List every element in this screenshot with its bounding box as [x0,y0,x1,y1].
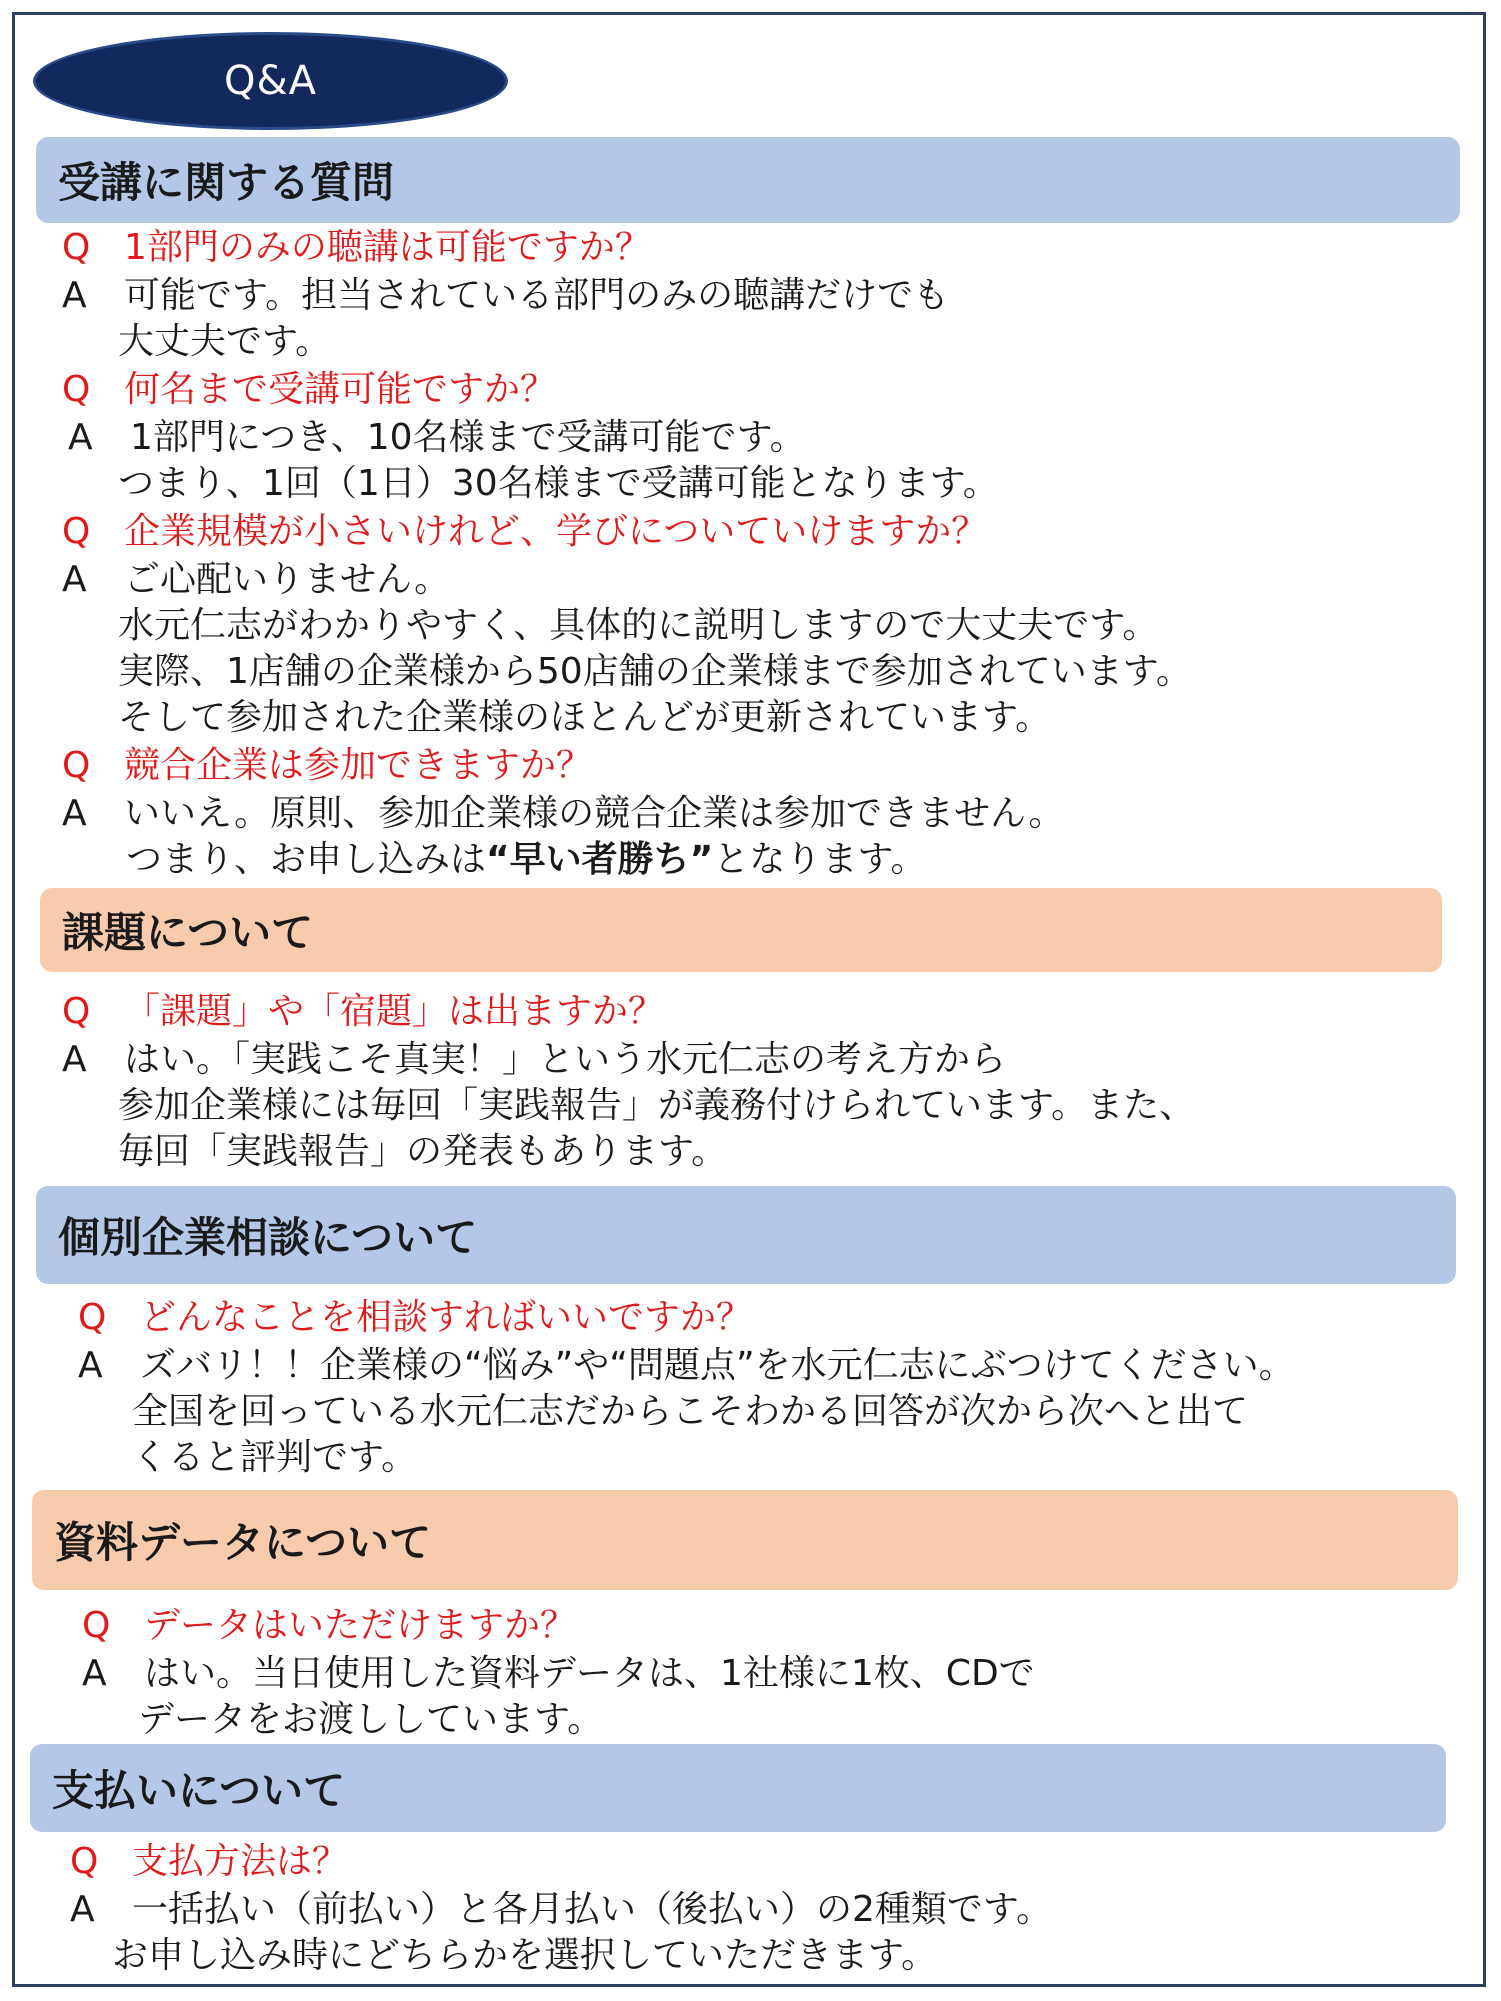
a-mark: A [68,417,93,458]
a-mark: A [82,1653,107,1694]
question [78,1296,752,1340]
question-text: 企業規模が小さいけれど、学びについていけますか？ [124,511,988,552]
question-text: 何名まで受講可能ですか？ [124,369,557,410]
question [82,1604,576,1648]
answer [62,792,1064,836]
answer-text: いいえ。原則、参加企業様の競合企業は参加できません。 [124,793,1065,834]
a-mark: A [78,1345,103,1386]
section-heading-consultation: 個別企業相談について [36,1186,1456,1284]
emphasis-text: “早い者勝ち” [486,839,714,880]
question [62,368,556,412]
question-text: 「課題」や「宿題」は出ますか？ [124,991,665,1032]
q-mark: Q [62,511,91,552]
q-mark: Q [62,745,91,786]
q-mark: Q [62,991,91,1032]
answer-text: となります。 [713,839,927,880]
question [62,990,664,1034]
question [62,510,987,554]
answer-text: 可能です。担当されている部門のみの聴講だけでも [124,275,950,316]
question [70,1840,348,1884]
answer-text: はい。当日使用した資料データは、1社様に1枚、CDで [144,1653,1035,1694]
answer-continuation: お申し込み時にどちらかを選択していただきます。 [112,1935,938,1976]
q-mark: Q [78,1297,107,1338]
answer-continuation: くると評判です。 [132,1437,418,1478]
question [62,744,592,788]
q-mark: Q [70,1841,99,1882]
question-text: 支払方法は？ [132,1841,349,1882]
q-mark: Q [62,227,91,268]
section-heading-payment: 支払いについて [30,1744,1446,1832]
answer-text: はい。「実践こそ真実！」という水元仁志の考え方から [124,1039,1007,1080]
question-text: データはいただけますか？ [144,1605,577,1646]
answer-continuation: そして参加された企業様のほとんどが更新されています。 [118,697,1052,738]
answer-text: ご心配いりません。 [124,559,451,600]
answer [70,1888,1052,1932]
answer [82,1652,1035,1696]
answer-continuation [126,838,926,882]
answer [68,416,806,460]
answer-continuation: 大丈夫です。 [118,321,332,362]
a-mark: A [62,275,87,316]
answer-continuation: 全国を回っている水元仁志だからこそわかる回答が次から次へと出て [132,1391,1249,1432]
a-mark: A [70,1889,95,1930]
a-mark: A [62,793,87,834]
answer-continuation: 実際、1店舗の企業様から50店舗の企業様まで参加されています。 [118,651,1192,692]
page-title: Q&A [223,58,318,104]
question-text: どんなことを相談すればいいですか？ [140,1297,753,1338]
answer-continuation: 参加企業様には毎回「実践報告」が義務付けられています。また、 [118,1085,1196,1126]
section-heading-materials: 資料データについて [32,1490,1458,1590]
answer-continuation: 水元仁志がわかりやすく、具体的に説明しますので大丈夫です。 [118,605,1159,646]
answer [62,558,450,602]
a-mark: A [62,559,87,600]
q-mark: Q [62,369,91,410]
a-mark: A [62,1039,87,1080]
question-text: 1部門のみの聴講は可能ですか？ [124,227,651,268]
question-text: 競合企業は参加できますか？ [124,745,593,786]
answer [78,1344,1295,1388]
answer-text: 1部門につき、10名様まで受講可能です。 [130,417,806,458]
answer [62,274,949,318]
answer [62,1038,1006,1082]
answer-continuation: 毎回「実践報告」の発表もあります。 [118,1131,728,1172]
section-heading-assignments: 課題について [40,888,1442,972]
section-heading-enrollment: 受講に関する質問 [36,137,1460,223]
answer-text: 一括払い（前払い）と各月払い（後払い）の2種類です。 [132,1889,1053,1930]
question [62,226,651,270]
q-mark: Q [82,1605,111,1646]
answer-continuation: データをお渡ししています。 [138,1699,604,1740]
answer-continuation: つまり、1回（1日）30名様まで受講可能となります。 [118,463,999,504]
answer-text: つまり、お申し込みは [126,839,487,880]
qa-title-badge [33,32,508,130]
answer-text: ズバリ！！企業様の“悩み”や“問題点”を水元仁志にぶつけてください。 [140,1345,1295,1386]
